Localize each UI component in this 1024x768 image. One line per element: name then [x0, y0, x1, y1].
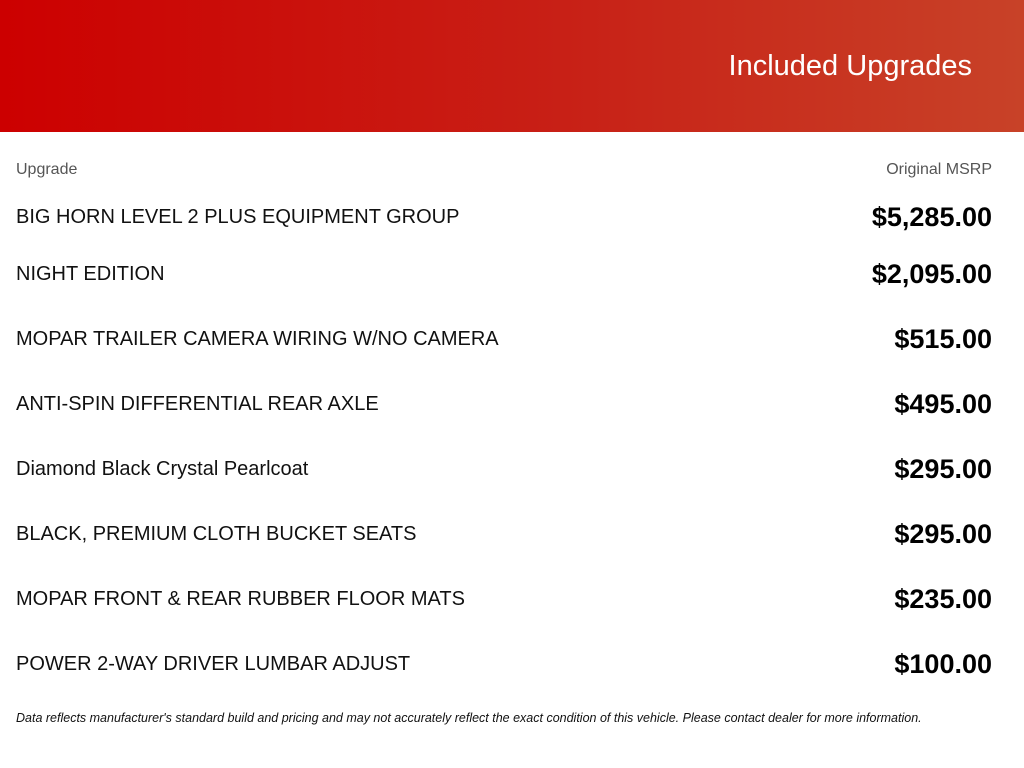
upgrade-price: $5,285.00 — [871, 202, 992, 232]
upgrade-name: MOPAR TRAILER CAMERA WIRING W/NO CAMERA — [16, 328, 499, 350]
upgrade-name: MOPAR FRONT & REAR RUBBER FLOOR MATS — [16, 588, 465, 610]
upgrade-name: BLACK, PREMIUM CLOTH BUCKET SEATS — [16, 523, 417, 545]
header-banner — [0, 0, 1024, 132]
table-row — [16, 242, 992, 307]
table-row — [16, 193, 992, 242]
table-row — [16, 502, 992, 567]
upgrade-name: POWER 2-WAY DRIVER LUMBAR ADJUST — [16, 653, 411, 675]
column-header-upgrade: Upgrade — [16, 161, 78, 178]
upgrades-table — [16, 158, 992, 697]
upgrade-name: NIGHT EDITION — [16, 263, 165, 285]
table-row — [16, 372, 992, 437]
upgrade-price: $100.00 — [894, 649, 992, 679]
upgrade-price: $235.00 — [894, 584, 992, 614]
table-body — [16, 193, 992, 697]
column-header-msrp: Original MSRP — [886, 161, 992, 178]
upgrade-name: BIG HORN LEVEL 2 PLUS EQUIPMENT GROUP — [16, 206, 460, 228]
page-title: Included Upgrades — [728, 50, 972, 82]
upgrade-name: Diamond Black Crystal Pearlcoat — [16, 458, 309, 480]
upgrade-price: $295.00 — [894, 454, 992, 484]
table-row — [16, 632, 992, 697]
upgrade-price: $2,095.00 — [871, 259, 992, 289]
upgrade-price: $495.00 — [894, 389, 992, 419]
disclaimer-text: Data reflects manufacturer's standard build and pricing and may not accurately reflect the exact condition of this vehicle. Please contact dealer for more information. — [16, 711, 922, 725]
table-row — [16, 567, 992, 632]
upgrade-price: $515.00 — [894, 324, 992, 354]
table-row — [16, 307, 992, 372]
upgrade-price: $295.00 — [894, 519, 992, 549]
table-row — [16, 437, 992, 502]
table-header — [16, 158, 992, 182]
upgrade-name: ANTI-SPIN DIFFERENTIAL REAR AXLE — [16, 393, 379, 415]
